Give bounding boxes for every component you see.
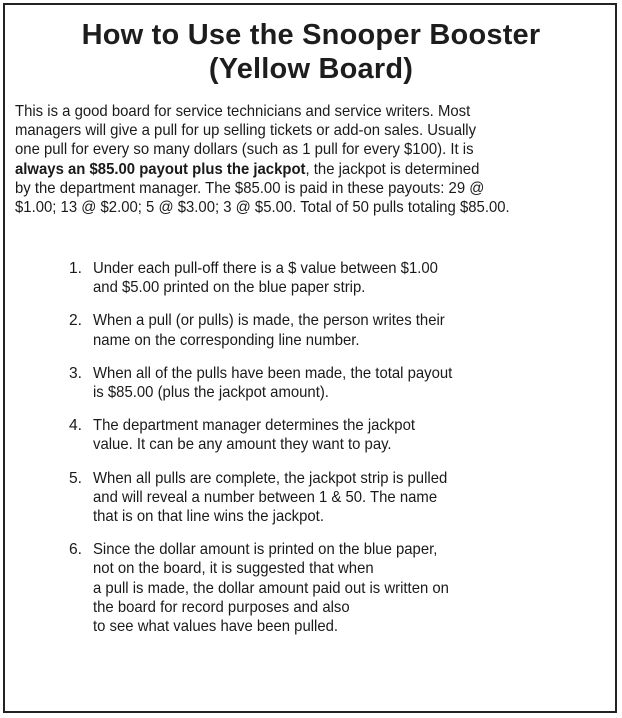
step-number: 4. bbox=[69, 417, 83, 435]
title-line-1: How to Use the Snooper Booster bbox=[81, 19, 541, 51]
step-line: value. It can be any amount they want to pay. bbox=[93, 436, 392, 454]
intro-line: one pull for every so many dollars (such as 1 pull for every $100). It is bbox=[15, 141, 474, 159]
step-number: 5. bbox=[69, 469, 83, 487]
step-number: 1. bbox=[69, 260, 83, 277]
step-number: 3. bbox=[69, 364, 83, 382]
step-line: and $5.00 printed on the blue paper strip. bbox=[93, 279, 366, 297]
intro-after-bold: , the jackpot is determined bbox=[305, 160, 480, 178]
list-item bbox=[69, 364, 569, 402]
list-item bbox=[69, 259, 569, 297]
list-item bbox=[69, 416, 569, 454]
step-text bbox=[93, 364, 609, 402]
intro-paragraph bbox=[15, 102, 605, 217]
step-line: that is on that line wins the jackpot. bbox=[93, 508, 324, 526]
list-item bbox=[69, 311, 569, 349]
step-line: When a pull (or pulls) is made, the person writes their bbox=[93, 312, 445, 330]
step-line: When all of the pulls have been made, the total payout bbox=[93, 364, 453, 382]
step-line: not on the board, it is suggested that when bbox=[93, 560, 374, 578]
step-text bbox=[93, 259, 609, 297]
title-line-2: (Yellow Board) bbox=[208, 53, 414, 85]
step-text bbox=[93, 469, 609, 527]
step-line: a pull is made, the dollar amount paid out is written on bbox=[93, 579, 449, 597]
step-text bbox=[93, 416, 609, 454]
step-number: 6. bbox=[69, 541, 83, 559]
intro-line: $1.00; 13 @ $2.00; 5 @ $3.00; 3 @ $5.00. Total of 50 pulls totaling $85.00. bbox=[15, 199, 510, 217]
list-item bbox=[69, 540, 569, 636]
intro-line: managers will give a pull for up selling tickets or add-on sales. Usually bbox=[15, 122, 477, 140]
step-line: is $85.00 (plus the jackpot amount). bbox=[93, 384, 329, 402]
step-line: Since the dollar amount is printed on the blue paper, bbox=[93, 541, 438, 559]
intro-bold-text: always an $85.00 payout plus the jackpot bbox=[15, 160, 306, 178]
instructions-list bbox=[69, 259, 569, 636]
step-line: The department manager determines the jackpot bbox=[93, 417, 416, 435]
intro-line-emphasis bbox=[15, 160, 605, 179]
step-line: to see what values have been pulled. bbox=[93, 618, 339, 636]
step-number: 2. bbox=[69, 312, 83, 330]
step-line: the board for record purposes and also bbox=[93, 598, 350, 616]
intro-line: by the department manager. The $85.00 is paid in these payouts: 29 @ bbox=[15, 179, 485, 197]
step-line: When all pulls are complete, the jackpot strip is pulled bbox=[93, 469, 448, 487]
step-text bbox=[93, 540, 609, 636]
step-line: Under each pull-off there is a $ value between $1.00 bbox=[93, 260, 438, 277]
step-line: name on the corresponding line number. bbox=[93, 331, 360, 349]
intro-line: This is a good board for service technicians and service writers. Most bbox=[15, 103, 471, 120]
step-line: and will reveal a number between 1 & 50. The name bbox=[93, 488, 438, 506]
page-title bbox=[0, 18, 622, 86]
step-text bbox=[93, 311, 609, 349]
list-item bbox=[69, 469, 569, 527]
